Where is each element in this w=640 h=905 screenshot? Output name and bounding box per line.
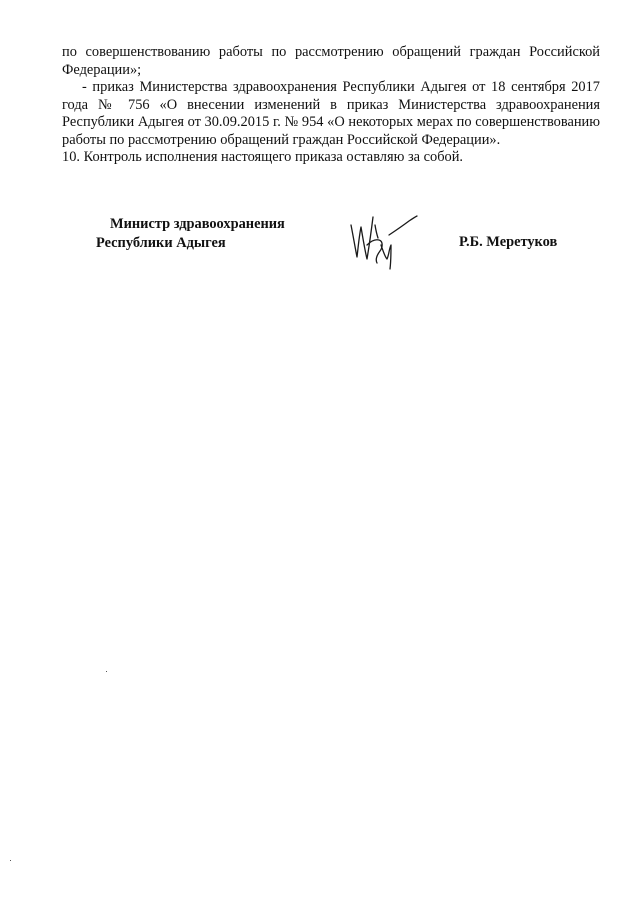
paragraph-order-item: - приказ Министерства здравоохранения Республики Адыгея от 18 сентября 2017 года № 756 «О внесении изменений в приказ Министерства здравоохранения Республики Адыгея от 30.09.2015 г. № 954 «О некоторых мерах по совершенствованию работы по рассмотрению обращений граждан Российской Федерации».: [62, 79, 600, 148]
signature-block: [0, 205, 640, 285]
scan-speck: [106, 671, 107, 672]
signatory-title: [96, 215, 316, 253]
paragraph-point-10: 10. Контроль исполнения настоящего приказа оставляю за собой.: [62, 149, 464, 165]
signatory-title-line1: Министр здравоохранения: [110, 216, 285, 232]
signatory-name: Р.Б. Меретуков: [459, 234, 558, 250]
handwritten-signature: [345, 205, 425, 275]
signatory-title-line2: Республики Адыгея: [96, 235, 226, 251]
paragraph-continuation: по совершенствованию работы по рассмотрению обращений граждан Российской Федерации»;: [62, 44, 600, 78]
document-body: [62, 44, 600, 167]
scan-speck: [10, 860, 11, 861]
